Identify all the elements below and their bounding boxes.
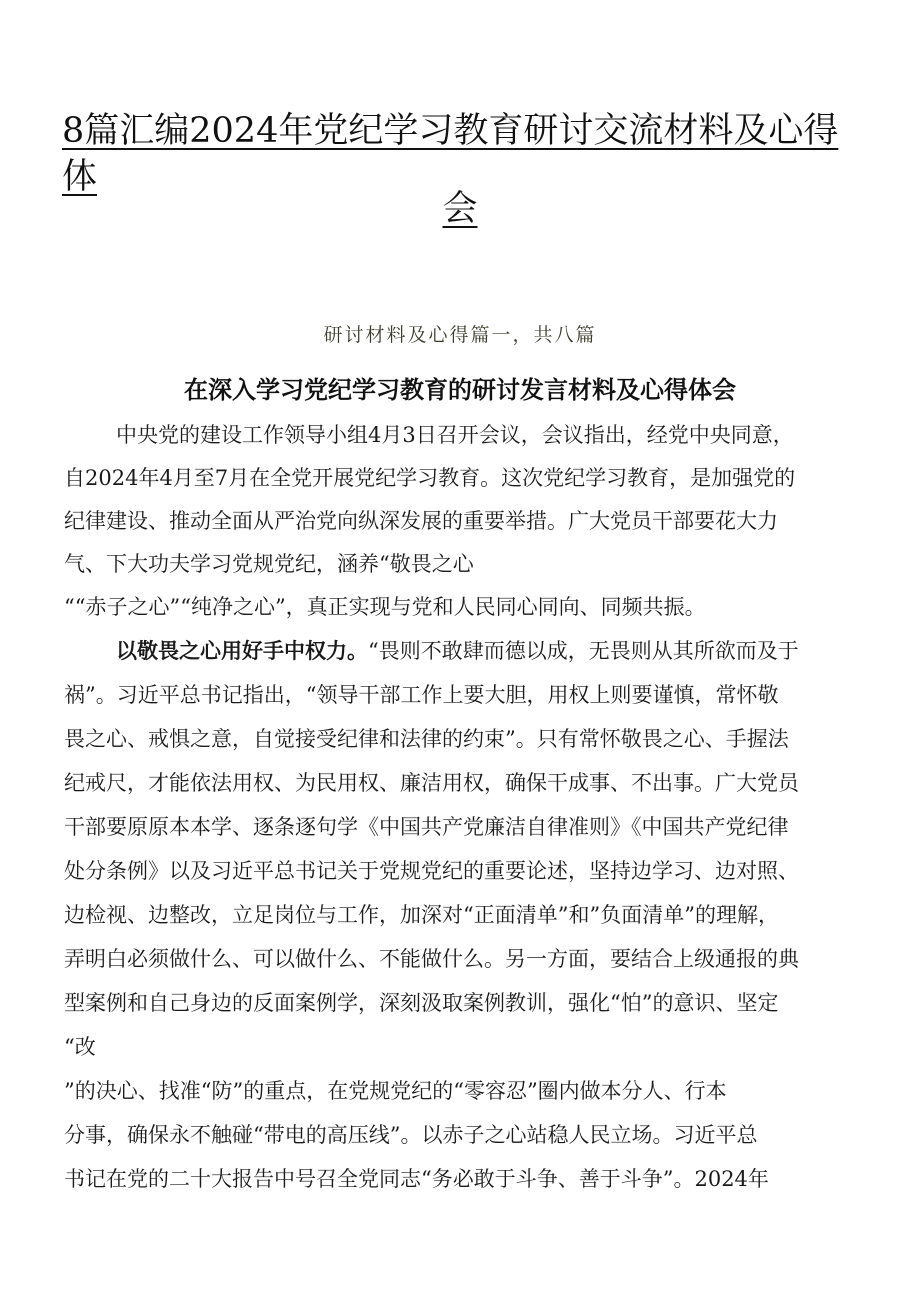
body-line: 气、下大功夫学习党规党纪，涵养“敬畏之心 [64,552,474,576]
document-title-line-2-text: 会 [442,189,478,229]
paragraph-lead: 以敬畏之心用好手中权力。 [116,639,368,663]
body-line: 纪律建设、推动全面从严治党向纵深发展的重要举措。广大党员干部要花大力 [64,509,778,533]
body-line: 中央党的建设工作领导小组4月3日召开会议，会议指出，经党中央同意， [116,423,794,447]
document-title-line-2 [0,186,920,232]
body-line: 畏之心、戒惧之意，自觉接受纪律和法律的约束”。只有常怀敬畏之心、手握法 [64,727,789,751]
body-line: ”的决心、找准“防”的重点，在党规党纪的“零容忍”圈内做本分人、行本 [64,1079,727,1103]
section-subtitle: 研讨材料及心得篇一，共八篇 [323,324,597,346]
body-line: 纪戒尺，才能依法用权、为民用权、廉洁用权，确保干成事、不出事。广大党员 [64,771,799,795]
body-line: 自2024年4月至7月在全党开展党纪学习教育。这次党纪学习教育，是加强党的 [64,466,796,490]
document-title-line-1: 8篇汇编2024年党纪学习教育研讨交流材料及心得体 [62,111,839,197]
body-line: 书记在党的二十大报告中号召全党同志“务必敢于斗争、善于斗争”。2024年 [64,1167,769,1191]
body-line: “改 [64,1035,96,1059]
body-line: 弄明白必须做什么、可以做什么、不能做什么。另一方面，要结合上级通报的典 [64,947,799,971]
body-line: 分事，确保永不触碰“带电的高压线”。以赤子之心站稳人民立场。习近平总 [64,1123,758,1147]
body-line: 边检视、边整改，立足岗位与工作，加深对“正面清单”和”负面清单”的理解， [64,903,779,927]
paragraph-2-first-line [116,636,870,666]
body-line: 祸”。习近平总书记指出，“领导干部工作上要大胆，用权上则要谨慎，常怀敬 [64,683,779,707]
body-line: ““赤子之心”“纯净之心”，真正实现与党和人民同心同向、同频共振。 [64,595,706,619]
body-line: 干部要原原本本学、逐条逐句学《中国共产党廉洁自律准则》《中国共产党纪律 [64,815,789,839]
body-line: 处分条例》以及习近平总书记关于党规党纪的重要论述，坚持边学习、边对照、 [64,859,799,883]
article-title: 在深入学习党纪学习教育的研讨发言材料及心得体会 [184,376,736,404]
paragraph-2-first-rest: “畏则不敢肆而德以成，无畏则从其所欲而及于 [368,639,799,663]
body-line: 型案例和自己身边的反面案例学，深刻汲取案例教训，强化“怕”的意识、坚定 [64,991,779,1015]
